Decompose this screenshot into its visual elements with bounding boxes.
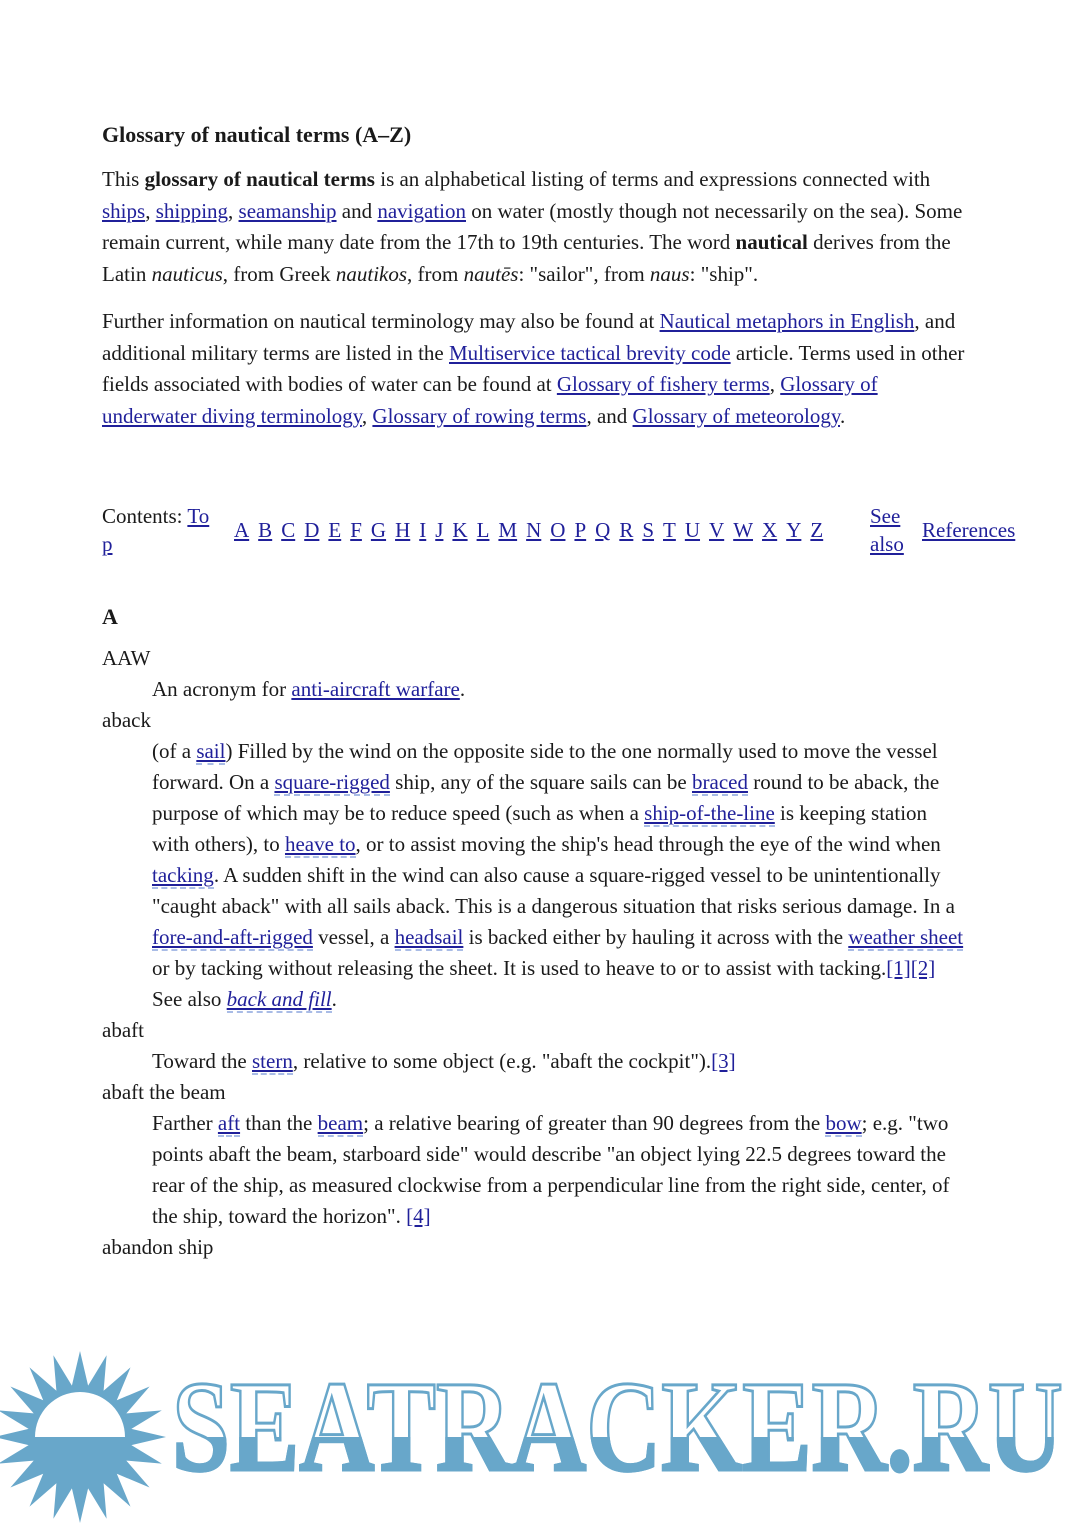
contents-letter-u[interactable]: U xyxy=(684,518,701,542)
intro-paragraph-1: This glossary of nautical terms is an alphabetical listing of terms and expressions connected with ships, shipping, seamanship and navigation on water (mostly though not necessarily on the sea). Some remain current, while many date from the 17th to 19th centuries. The word nautical derives from the Latin nauticus, from Greek nautikos, from nautēs: "sailor", from naus: "ship". xyxy=(102,167,963,286)
sun-logo-icon xyxy=(0,1337,180,1537)
contents-letter-k[interactable]: K xyxy=(452,518,468,542)
contents-letter-e[interactable]: E xyxy=(328,518,342,542)
contents-nav xyxy=(102,502,1080,558)
italic-text: naus xyxy=(649,261,690,286)
link-glossary-of-fishery-terms[interactable]: Glossary of fishery terms xyxy=(556,372,770,396)
italic-text: nautikos xyxy=(335,261,408,286)
link-2[interactable]: [2] xyxy=(910,956,936,980)
link-square-rigged[interactable]: square-rigged xyxy=(274,770,390,794)
link-tacking[interactable]: tacking xyxy=(152,863,214,887)
section-heading-a: A xyxy=(102,604,118,629)
contents-letter-s[interactable]: S xyxy=(642,518,655,542)
contents-letter-a[interactable]: A xyxy=(234,518,250,542)
link-ship-of-the-line[interactable]: ship-of-the-line xyxy=(644,801,775,825)
italic-text: nauticus xyxy=(151,261,223,286)
contents-letter-z[interactable]: Z xyxy=(810,518,824,542)
link-anti-aircraft-warfare[interactable]: anti-aircraft warfare xyxy=(291,677,460,701)
contents-references-cell xyxy=(922,516,1026,544)
contents-letter-q[interactable]: Q xyxy=(595,518,611,542)
link-glossary-of-rowing-terms[interactable]: Glossary of rowing terms xyxy=(372,403,587,428)
glossary-term-abaft: abaft xyxy=(102,1018,144,1042)
intro-paragraph-2: Further information on nautical terminology may also be found at Nautical metaphors in English, and additional military terms are listed in the Multiservice tactical brevity code article. Terms used in other fields associated with bodies of water can be found at Glossary of fishery terms, Glossary of underwater diving terminology, Glossary of rowing terms, and Glossary of meteorology. xyxy=(102,309,965,428)
bold-text: nautical xyxy=(735,230,808,254)
link-navigation[interactable]: navigation xyxy=(377,198,466,223)
bold-text: glossary of nautical terms xyxy=(144,167,375,191)
glossary-term-aaw: AAW xyxy=(102,646,151,670)
link-braced[interactable]: braced xyxy=(692,770,748,794)
contents-see-also-link[interactable]: See also xyxy=(870,504,904,556)
contents-letter-n[interactable]: N xyxy=(526,518,542,542)
contents-letter-r[interactable]: R xyxy=(619,518,634,542)
glossary-definition-abaft-the-beam: Farther aft than the beam; a relative bearing of greater than 90 degrees from the bow; e.g. "two points abaft the beam, starboard side" would describe "an object lying 22.5 degrees toward the rear of the ship, as measured clockwise from a perpendicular line from the right side, center, of the ship, toward the horizon". [4] xyxy=(152,1111,950,1228)
contents-letter-h[interactable]: H xyxy=(395,518,411,542)
contents-alphabet xyxy=(234,516,862,544)
link-nautical-metaphors-in-english[interactable]: Nautical metaphors in English xyxy=(659,309,915,333)
link-beam[interactable]: beam xyxy=(317,1111,364,1135)
link-3[interactable]: [3] xyxy=(711,1049,736,1073)
contents-letter-v[interactable]: V xyxy=(709,518,725,542)
contents-references-link[interactable]: References xyxy=(922,518,1016,542)
contents-letter-t[interactable]: T xyxy=(663,518,676,542)
link-seamanship[interactable]: seamanship xyxy=(238,198,337,223)
contents-see-also-cell xyxy=(870,502,910,558)
contents-letter-i[interactable]: I xyxy=(419,518,427,542)
link-glossary-of-underwater-diving-terminology[interactable]: Glossary of underwater diving terminology xyxy=(102,372,878,428)
link-aft[interactable]: aft xyxy=(217,1111,241,1135)
link-4[interactable]: [4] xyxy=(406,1204,431,1228)
contents-letter-y[interactable]: Y xyxy=(786,518,802,542)
link-weather-sheet[interactable]: weather sheet xyxy=(848,925,964,949)
link-multiservice-tactical-brevity-code[interactable]: Multiservice tactical brevity code xyxy=(449,340,731,365)
contents-letter-w[interactable]: W xyxy=(733,518,754,542)
link-headsail[interactable]: headsail xyxy=(394,925,464,949)
contents-label: Contents: xyxy=(102,504,188,528)
contents-letter-x[interactable]: X xyxy=(762,518,778,542)
page-title: Glossary of nautical terms (A–Z) xyxy=(102,122,412,147)
contents-letter-b[interactable]: B xyxy=(258,518,273,542)
link-back-and-fill[interactable]: back and fill xyxy=(226,987,332,1011)
link-shipping[interactable]: shipping xyxy=(155,198,229,223)
contents-letter-o[interactable]: O xyxy=(550,518,566,542)
contents-top-link[interactable]: Top xyxy=(102,504,210,556)
glossary-definition-abaft: Toward the stern, relative to some object (e.g. "abaft the cockpit").[3] xyxy=(152,1049,736,1073)
contents-letter-j[interactable]: J xyxy=(435,518,444,542)
glossary-term-abaft-the-beam: abaft the beam xyxy=(102,1080,226,1104)
watermark-text: SEATRACKER.RU xyxy=(172,1355,1063,1499)
watermark xyxy=(0,1332,1080,1515)
contents-letter-c[interactable]: C xyxy=(281,518,296,542)
glossary-definition-aaw: An acronym for anti-aircraft warfare. xyxy=(152,677,466,701)
contents-letter-d[interactable]: D xyxy=(304,518,320,542)
contents-letter-f[interactable]: F xyxy=(350,518,362,542)
glossary-term-aback: aback xyxy=(102,708,151,732)
link-stern[interactable]: stern xyxy=(252,1049,293,1073)
glossary-term-abandon-ship: abandon ship xyxy=(102,1235,214,1259)
link-sail[interactable]: sail xyxy=(196,739,226,763)
link-heave-to[interactable]: heave to xyxy=(284,832,356,856)
glossary-definition-aback: (of a sail) Filled by the wind on the opposite side to the one normally used to move the vessel forward. On a square-rigged ship, any of the square sails can be braced round to be aback, the purpose of which may be to reduce speed (such as when a ship-of-the-line is keeping station with others), to heave to, or to assist moving the ship's head through the eye of the wind when tacking. A sudden shift in the wind can also cause a square-rigged vessel to be unintentionally "caught aback" with all sails aback. This is a dangerous situation that risks serious damage. In a fore-and-aft-rigged vessel, a headsail is backed either by hauling it across with the weather sheet or by tacking without releasing the sheet. It is used to heave to or to assist with tacking.[1][2] See also back and fill. xyxy=(152,739,964,1011)
link-ships[interactable]: ships xyxy=(102,198,146,223)
italic-text: nautēs xyxy=(463,261,519,286)
link-1[interactable]: [1] xyxy=(886,956,911,980)
link-bow[interactable]: bow xyxy=(825,1111,862,1135)
contents-label-cell xyxy=(102,502,216,558)
contents-letter-g[interactable]: G xyxy=(370,518,387,542)
link-glossary-of-meteorology[interactable]: Glossary of meteorology xyxy=(632,403,840,428)
glossary-list xyxy=(102,643,968,1263)
contents-letter-p[interactable]: P xyxy=(574,518,587,542)
link-fore-and-aft-rigged[interactable]: fore-and-aft-rigged xyxy=(152,925,313,949)
contents-letter-l[interactable]: L xyxy=(476,518,490,542)
contents-letter-m[interactable]: M xyxy=(498,518,518,542)
